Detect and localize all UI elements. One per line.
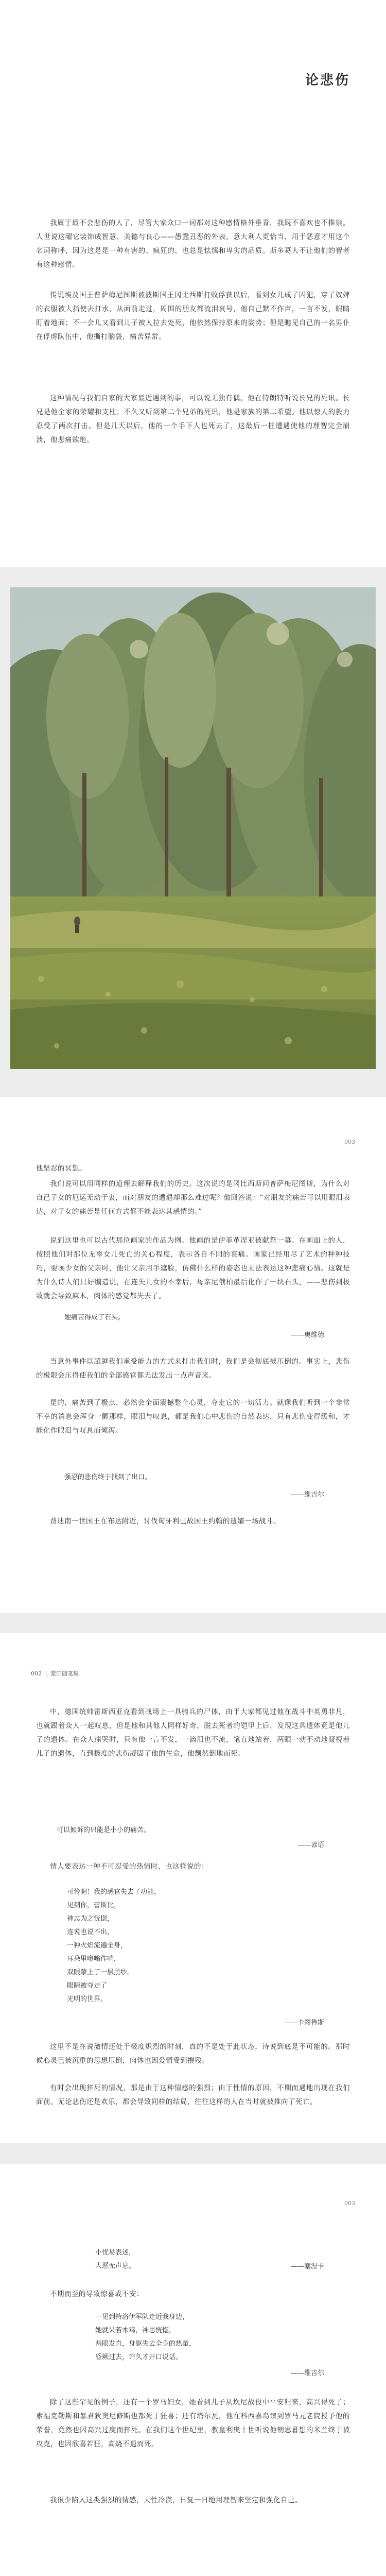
poem-attribution: ——维吉尔: [290, 2369, 324, 2377]
poem-line: 可怜啊！我的感官失去了功能，: [67, 1888, 161, 1896]
poem-line: 她痛苦得成了石头。: [64, 1314, 125, 1321]
page-number: 003: [344, 1139, 355, 1145]
poem-attribution: ——卡图鲁斯: [284, 2019, 324, 2027]
paragraph: 我很少陷入这类强烈的情感，天性冷漠，日复一日地用理智来坚定和强化自己。: [50, 2496, 302, 2504]
poem-attribution: ——维吉尔: [290, 1491, 324, 1499]
poem-block: [67, 1886, 161, 2006]
page-number: 002: [31, 1670, 42, 1677]
paragraph: 有时会出现猝死的情况，那是由于这种情感的强烈；由于性情的原因，不期而遇地出现在我们面前。无论悲伤还是欢乐，都会导致同样的结局，往往这样的人在当时就被推向了死亡。: [36, 2084, 350, 2106]
poem-attribution: ——谚语: [297, 1841, 324, 1849]
page-3: [0, 1633, 386, 2143]
poem-line: 大恶无声息。: [95, 2262, 136, 2270]
paragraph: 传说埃及国王普萨梅尼图斯被波斯国王冈比西斯打败俘获以后，看到女儿成了囚犯，穿了奴婢的衣服被人指使去打水，从面前走过，周围的朋友都流泪哀号，他自己默不作声，一言不发，眼睛盯着地面；不一会儿又看到儿子被人拉去处死，他依然保持原来的姿势；但是瞧见自己的一名男仆在俘虏队伍中，他撕打脑袋，痛苦异常。: [36, 291, 350, 341]
poem-line: 光明的世界。: [67, 1995, 108, 2003]
poem-line: 双眼蒙上了一层黑纱。: [67, 1969, 134, 1976]
poem-block: [95, 2311, 196, 2364]
poem-line: 一见到特洛伊军队走近我身边，: [95, 2313, 189, 2321]
poem-line: 耳朵里嗡嗡作响，: [67, 1955, 121, 1963]
chapter-title: 论悲伤: [305, 73, 350, 88]
paragraph: 这种情况与我们自家的大家最近遇到的事，可以说无独有偶。他在特朗特听说长兄的死讯。长兄是他全家的荣耀和支柱；不久又听到第二个兄弟的死讯，他是家族的第二希望。他以惊人的毅力忍受了两次打击。但是几天以后，他的一个手下人也死去了，这最后一桩遭遇使他的理智完全崩溃，他悲痛欲绝。: [36, 394, 350, 444]
poem-line: 她就呆若木鸡，神思恍惚，: [95, 2327, 176, 2334]
poem-line: 见到你，蕾斯比，: [67, 1902, 121, 1909]
poem-line: 眼睛被夺走了: [67, 1982, 108, 1990]
paragraph: 我属于最不会悲伤的人了，尽管大家众口一词都对这种感情格外垂青，我既不喜欢也不推崇。人世说这曜它装饰成智慧、美德与良心——愚蠢丑恶的外表。意大利人更恰当，用于恶意才用这个名词称呼，因为这是是一种有害的、疯狂的，也总是怯懦和卑劣的品质。斯多葛人不让他们的智者有这种感情。: [36, 219, 350, 269]
poem-line: 一种火焰流遍全身，: [67, 1942, 128, 1950]
paragraph: 除了这些罕见的例子，还有一个罗马妇女，她看到儿子从坎尼战役中平安归来，高兴得死了；索福克勒斯和暴君狄奥尼修斯也都死于狂喜；还有塔尔瓦，他在科西嘉岛读到罗马元老院授予他的荣誉，竟然也因高兴过度而猝死。在我们这个世纪里，教皇利奥十世听说他朝思暮想的米兰终于被攻克，也因欣喜若狂，高烧不退而死。: [36, 2398, 350, 2448]
paragraph: 是的，痛苦到了极点，必然会全面震撼整个心灵，夺走它的一切活力。就像我们听到一个非常不幸的消息会浑身一颤那样，眼泪与叹息，都是我们心中悲伤的自然表达，只有悲伤变得缓和，才能化作眼泪与叹息而倾泻。: [36, 1399, 350, 1435]
book-title: 蒙田随笔集: [50, 1670, 79, 1677]
paragraph: 费迪南一世国王在布达附近，讨伐匈牙利已故国王约翰的遗孀一场战斗。: [50, 1517, 280, 1526]
paragraph: 说到这里也可以古代那位画家的作品为例。他画的是伊菲革涅亚被献祭一幕。在画面上的人，按照他们对那位无辜女儿死亡的关心程度，表示各自不同的哀痛。画家已经用尽了艺术的种种技巧，要画少女的父亲时，他让父亲用手遮脸，仿佛什么样的姿态也无法表达这种悲痛心情。这就是为什么诗人们只好编造说，在连失儿女的不幸后，母亲尼俄柏最后化作了一块石头，——悲伤到极致就会导致麻木，肉体的感觉都失去了。: [36, 1236, 350, 1300]
poem-block: [95, 2246, 135, 2273]
paragraph: 中，德国统帅雷斯西亚克看到战场上一具骑兵的尸体，由于大家都见过他在战斗中英勇非凡，也就跟着众人一起叹息，但是他和其他人同样好奇，脱去死者的铠甲上后，发现这具遗体竟是他儿子的遗体。在众人痛哭时，只有他一言不发，一滴泪也不流，笔直地站着，两眼一动不动地凝视着儿子的遗体，直到极度的悲伤凝固了他的生命，他颓然倒地而死。: [36, 1708, 350, 1758]
poem-line: 可以倾诉的只能是小小的痛苦。: [57, 1826, 151, 1834]
poem-line: 昏厥过去，许久才开口说话。: [95, 2353, 183, 2361]
poem-attribution: ——塞涅卡: [290, 2263, 324, 2270]
page-2: [0, 1097, 386, 1613]
page-number: 003: [344, 2200, 355, 2207]
running-header: [31, 1669, 79, 1677]
poem-attribution: ——奥维德: [290, 1331, 324, 1339]
poem-line: 连说也说不出，: [67, 1928, 114, 1936]
poem-line: 神志为之恍惚，: [67, 1915, 114, 1923]
paragraph: 这里不是在说激情还处于极度炽烈的时刻，真的不是处于此状态，诗说到底是不可能的。那时候心灵已被沉重的思想压倒，肉体也因爱情受到摧残。: [36, 2043, 350, 2065]
paragraph: 情人要表达一种不可忍受的热情时，也这样说的：: [50, 1862, 208, 1871]
paragraph: 不期而至的导致惊喜或不安：: [50, 2290, 144, 2298]
landscape-painting: [10, 587, 376, 1069]
page-4: [0, 2164, 386, 2576]
paragraph: 我们说可以用同样的道理去解释我们的历史。这次说的是冈比西斯问普萨梅尼图斯，为什么对自己子女的厄运无动于衷，而对朋友的遭遇却那么难过呢？他回答说：“对朋友的痛苦可以用眼泪表达，对子女的痛苦是任何方式都不能表达其感情的。”: [36, 1180, 350, 1216]
poem-line: 两眼发直，身躯失去全身的热量，: [95, 2340, 196, 2348]
poem-line: 小忧易表述，: [95, 2249, 136, 2257]
paragraph: 当意外事件以超越我们承受能力的方式来打击我们时，我们是会彻底被压倒的。事实上，悲伤的极限会压得使我们的全部感官都无法发出一点声音来。: [36, 1358, 350, 1380]
paragraph: 他坚忍的冥想。: [36, 1164, 86, 1173]
poem-line: 强忍的悲伤终于找到了出口。: [64, 1473, 152, 1481]
page-1: [0, 0, 386, 567]
